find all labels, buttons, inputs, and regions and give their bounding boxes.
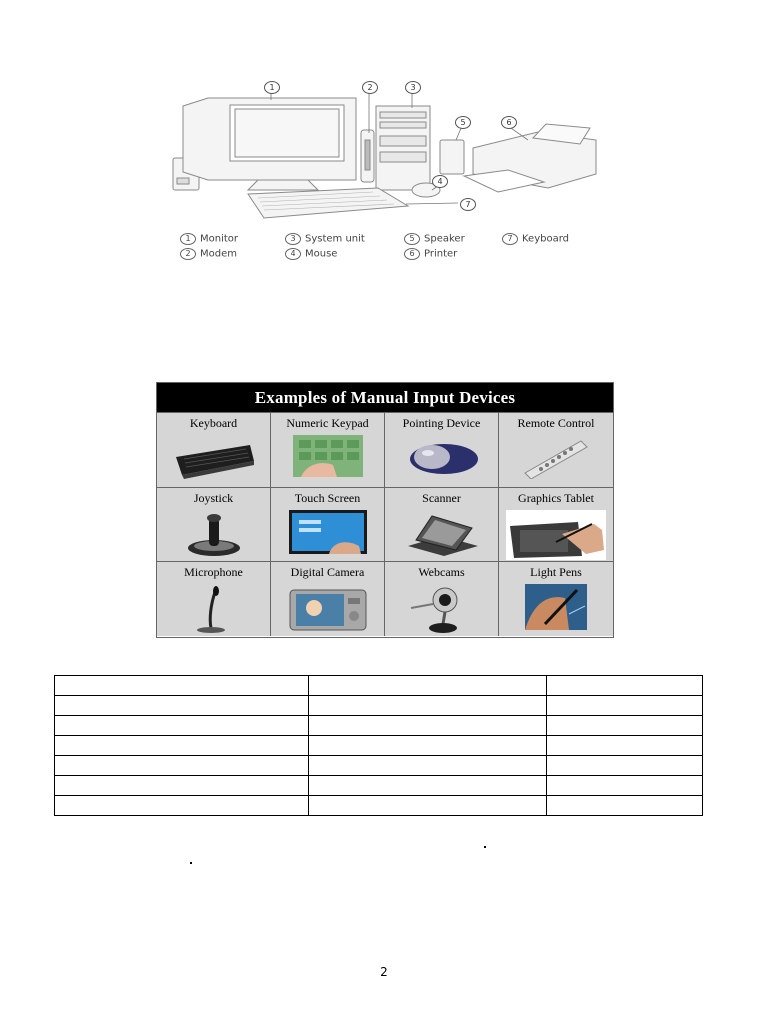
callout-1: 1: [264, 81, 280, 94]
callout-5: 5: [455, 116, 471, 129]
device-cell-joystick: Joystick: [157, 487, 271, 562]
panel-title: Examples of Manual Input Devices: [157, 383, 613, 412]
device-cell-graphics-tablet: Graphics Tablet: [499, 487, 613, 562]
computer-system-diagram: [168, 78, 608, 268]
computer-system-illustration: [168, 78, 608, 228]
device-cell-light-pens: Light Pens: [499, 561, 613, 636]
mouse-icon: [402, 435, 482, 479]
legend-item-keyboard: 7 Keyboard: [502, 233, 569, 247]
table-row: [55, 696, 703, 716]
graphics-tablet-icon: [506, 510, 606, 560]
joystick-icon: [182, 510, 246, 558]
keyboard-icon: [172, 435, 256, 479]
callout-4: 4: [432, 175, 448, 188]
remote-control-icon: [521, 435, 591, 479]
legend-item-monitor: 1 Monitor: [180, 233, 238, 247]
table-row: [55, 676, 703, 696]
table-row: [55, 776, 703, 796]
diagram-legend: [180, 233, 600, 267]
device-cell-webcams: Webcams: [385, 561, 499, 636]
legend-item-speaker: 5 Speaker: [404, 233, 465, 247]
device-cell-remote-control: Remote Control: [499, 412, 613, 487]
input-devices-panel: [156, 382, 614, 638]
blank-table: [54, 675, 703, 816]
device-cell-keyboard: Keyboard: [157, 412, 271, 487]
table-row: [55, 716, 703, 736]
legend-item-mouse: 4 Mouse: [285, 248, 337, 262]
page-number: 2: [380, 965, 388, 979]
device-cell-pointing-device: Pointing Device: [385, 412, 499, 487]
table-row: [55, 756, 703, 776]
touch-screen-icon: [289, 510, 367, 554]
light-pen-icon: [525, 584, 587, 630]
devices-grid: [157, 412, 613, 636]
legend-item-modem: 2 Modem: [180, 248, 237, 262]
callout-7: 7: [460, 198, 476, 211]
numeric-keypad-icon: [293, 435, 363, 477]
legend-item-printer: 6 Printer: [404, 248, 457, 262]
digital-camera-icon: [288, 584, 368, 632]
microphone-icon: [189, 584, 239, 636]
callout-2: 2: [362, 81, 378, 94]
stray-mark: [484, 846, 486, 848]
webcam-icon: [407, 584, 477, 636]
callout-3: 3: [405, 81, 421, 94]
table-row: [55, 796, 703, 816]
legend-item-system-unit: 3 System unit: [285, 233, 365, 247]
table-row: [55, 736, 703, 756]
device-cell-microphone: Microphone: [157, 561, 271, 636]
stray-mark: [190, 862, 192, 864]
device-cell-touch-screen: Touch Screen: [271, 487, 385, 562]
scanner-icon: [402, 510, 482, 558]
callout-6: 6: [501, 116, 517, 129]
device-cell-scanner: Scanner: [385, 487, 499, 562]
device-cell-digital-camera: Digital Camera: [271, 561, 385, 636]
device-cell-numeric-keypad: Numeric Keypad: [271, 412, 385, 487]
